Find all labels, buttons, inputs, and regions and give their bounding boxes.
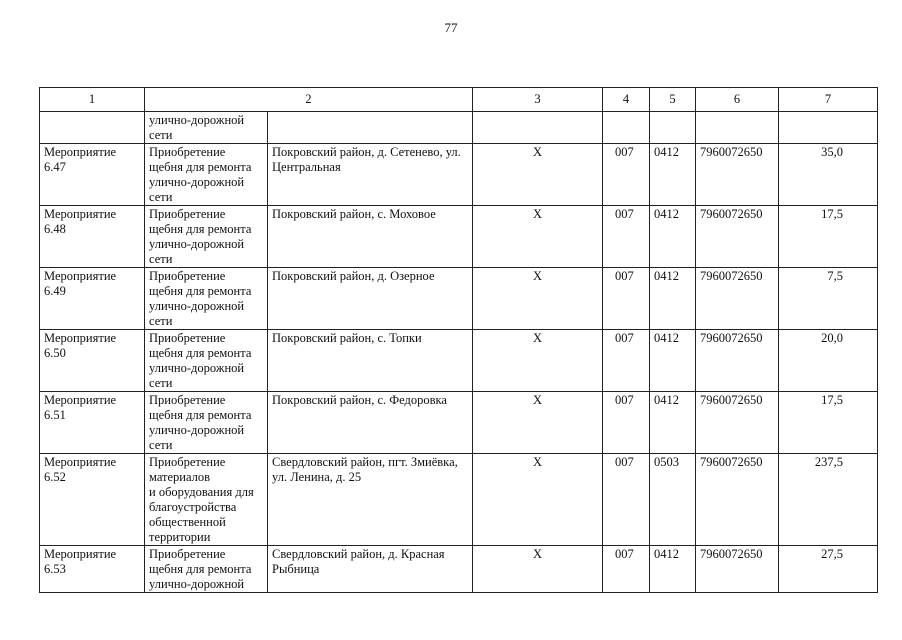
col5-cell: 0412 bbox=[650, 268, 696, 330]
col5-cell bbox=[650, 112, 696, 144]
col4-cell: 007 bbox=[603, 144, 650, 206]
col7-cell: 17,5 bbox=[779, 392, 878, 454]
table-row bbox=[40, 454, 878, 546]
name-cell: улично-дорожной сети bbox=[145, 112, 268, 144]
col6-cell bbox=[696, 112, 779, 144]
col5-cell: 0412 bbox=[650, 546, 696, 593]
col5-cell: 0412 bbox=[650, 206, 696, 268]
col5-cell: 0412 bbox=[650, 392, 696, 454]
location-cell: Покровский район, д. Озерное bbox=[268, 268, 473, 330]
col6-cell: 7960072650 bbox=[696, 392, 779, 454]
col5-cell: 0412 bbox=[650, 330, 696, 392]
col6-cell: 7960072650 bbox=[696, 268, 779, 330]
col4-cell: 007 bbox=[603, 206, 650, 268]
col6-cell: 7960072650 bbox=[696, 546, 779, 593]
page-number: 77 bbox=[444, 20, 458, 35]
table-row bbox=[40, 144, 878, 206]
col6-cell: 7960072650 bbox=[696, 206, 779, 268]
col3-cell: Х bbox=[473, 546, 603, 593]
table-row bbox=[40, 392, 878, 454]
table-row bbox=[40, 206, 878, 268]
name-cell: Приобретение щебня для ремонта улично-дорожной сети bbox=[145, 268, 268, 330]
location-cell: Покровский район, с. Топки bbox=[268, 330, 473, 392]
col5-cell: 0503 bbox=[650, 454, 696, 546]
header-col-6: 6 bbox=[696, 88, 779, 112]
event-cell: Мероприятие 6.48 bbox=[40, 206, 145, 268]
name-cell: Приобретение щебня для ремонта улично-дорожной сети bbox=[145, 206, 268, 268]
col3-cell: Х bbox=[473, 206, 603, 268]
event-cell: Мероприятие 6.47 bbox=[40, 144, 145, 206]
col7-cell: 27,5 bbox=[779, 546, 878, 593]
col4-cell bbox=[603, 112, 650, 144]
col7-cell: 237,5 bbox=[779, 454, 878, 546]
name-cell: Приобретение щебня для ремонта улично-дорожной сети bbox=[145, 392, 268, 454]
col7-cell: 17,5 bbox=[779, 206, 878, 268]
header-col-7: 7 bbox=[779, 88, 878, 112]
header-col-4: 4 bbox=[603, 88, 650, 112]
col3-cell bbox=[473, 112, 603, 144]
col3-cell: Х bbox=[473, 330, 603, 392]
event-cell: Мероприятие 6.53 bbox=[40, 546, 145, 593]
location-cell: Свердловский район, д. Красная Рыбница bbox=[268, 546, 473, 593]
table-row bbox=[40, 546, 878, 593]
col7-cell bbox=[779, 112, 878, 144]
header-col-3: 3 bbox=[473, 88, 603, 112]
header-col-5: 5 bbox=[650, 88, 696, 112]
col6-cell: 7960072650 bbox=[696, 144, 779, 206]
col4-cell: 007 bbox=[603, 330, 650, 392]
header-col-2: 2 bbox=[145, 88, 473, 112]
location-cell bbox=[268, 112, 473, 144]
col3-cell: Х bbox=[473, 392, 603, 454]
table-row bbox=[40, 268, 878, 330]
event-cell: Мероприятие 6.52 bbox=[40, 454, 145, 546]
col4-cell: 007 bbox=[603, 546, 650, 593]
event-cell: Мероприятие 6.49 bbox=[40, 268, 145, 330]
col7-cell: 20,0 bbox=[779, 330, 878, 392]
table-row bbox=[40, 112, 878, 144]
name-cell: Приобретение щебня для ремонта улично-дорожной bbox=[145, 546, 268, 593]
col7-cell: 7,5 bbox=[779, 268, 878, 330]
name-cell: Приобретение щебня для ремонта улично-дорожной сети bbox=[145, 144, 268, 206]
location-cell: Покровский район, д. Сетенево, ул. Центральная bbox=[268, 144, 473, 206]
budget-table bbox=[39, 87, 878, 593]
header-col-1: 1 bbox=[40, 88, 145, 112]
table-row bbox=[40, 330, 878, 392]
location-cell: Покровский район, с. Федоровка bbox=[268, 392, 473, 454]
col5-cell: 0412 bbox=[650, 144, 696, 206]
event-cell: Мероприятие 6.50 bbox=[40, 330, 145, 392]
col4-cell: 007 bbox=[603, 392, 650, 454]
col3-cell: Х bbox=[473, 454, 603, 546]
col3-cell: Х bbox=[473, 268, 603, 330]
location-cell: Свердловский район, пгт. Змиёвка, ул. Ленина, д. 25 bbox=[268, 454, 473, 546]
col6-cell: 7960072650 bbox=[696, 330, 779, 392]
name-cell: Приобретение материалов и оборудования для благоустройства общественной территории bbox=[145, 454, 268, 546]
col4-cell: 007 bbox=[603, 268, 650, 330]
col3-cell: Х bbox=[473, 144, 603, 206]
col4-cell: 007 bbox=[603, 454, 650, 546]
name-cell: Приобретение щебня для ремонта улично-дорожной сети bbox=[145, 330, 268, 392]
event-cell: Мероприятие 6.51 bbox=[40, 392, 145, 454]
location-cell: Покровский район, с. Моховое bbox=[268, 206, 473, 268]
header-row bbox=[40, 88, 878, 112]
col6-cell: 7960072650 bbox=[696, 454, 779, 546]
event-cell bbox=[40, 112, 145, 144]
col7-cell: 35,0 bbox=[779, 144, 878, 206]
